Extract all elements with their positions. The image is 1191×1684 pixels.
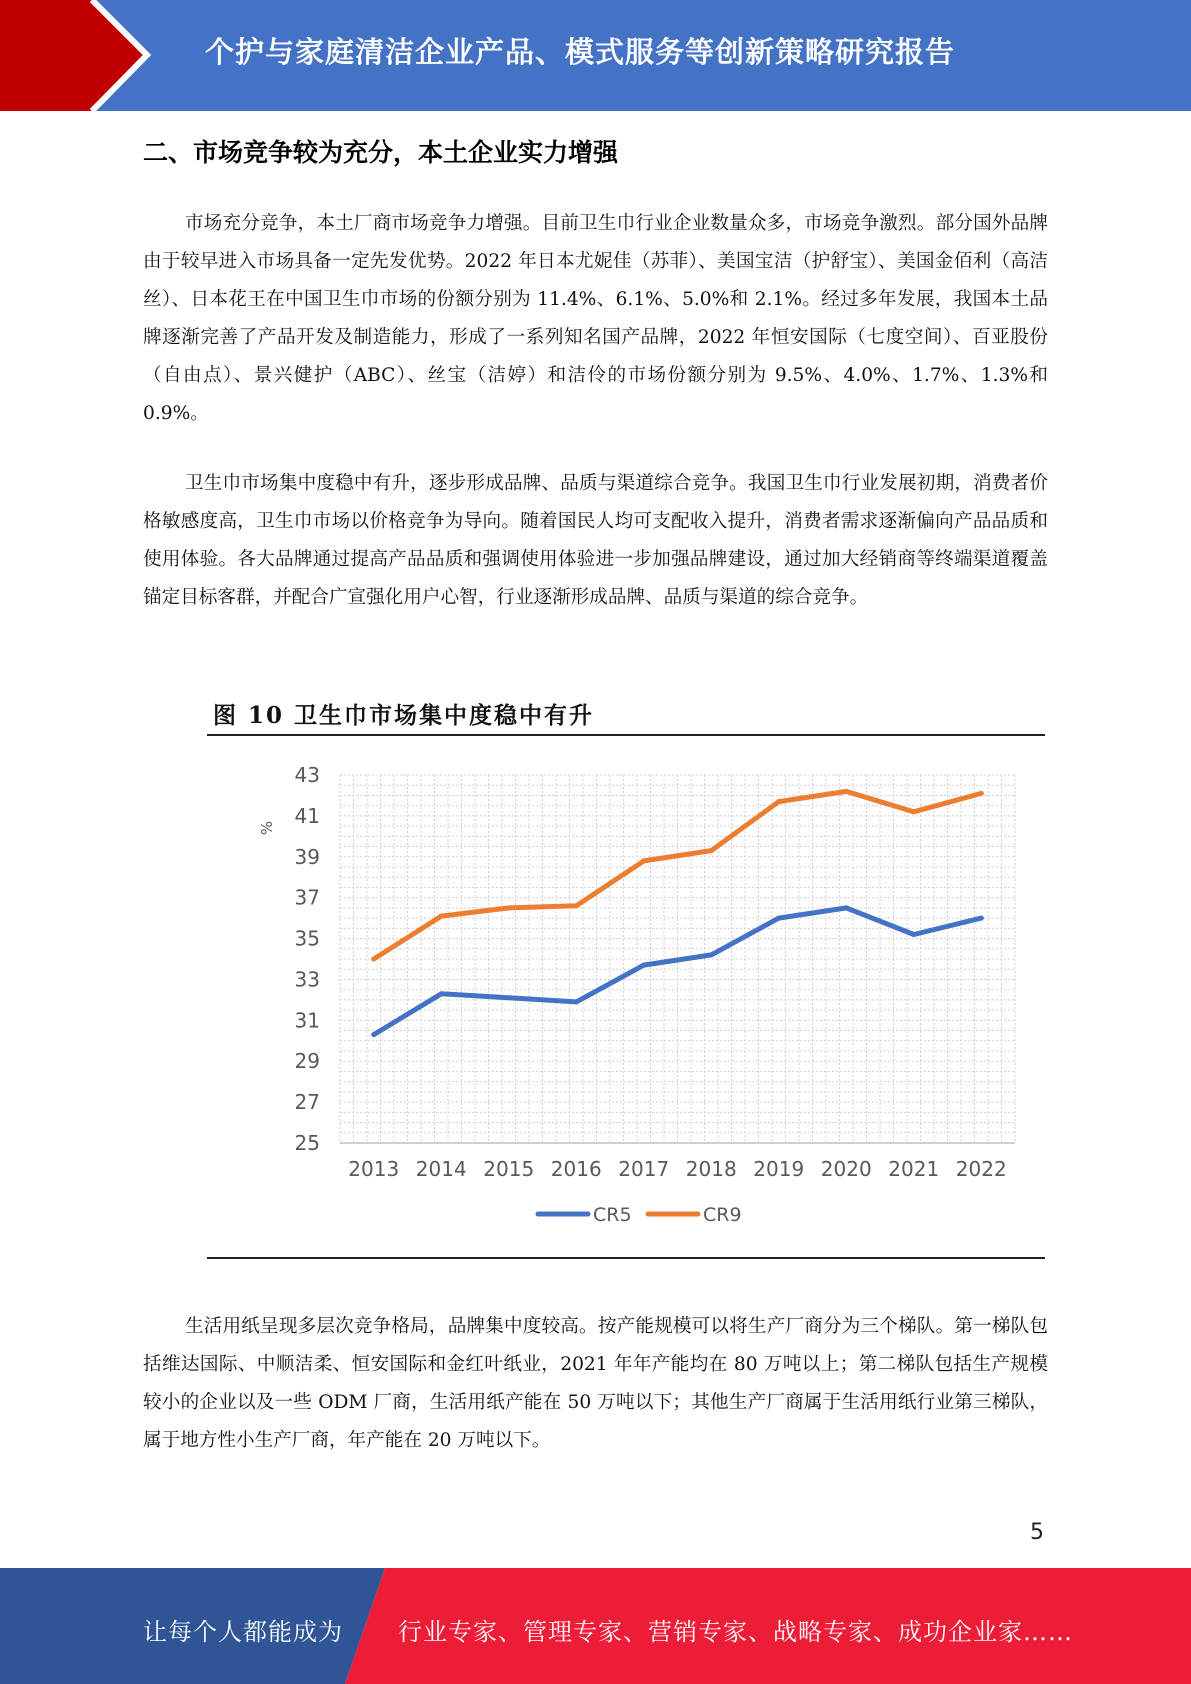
data-point-cr5 [709,952,714,957]
y-tick-label: 37 [294,885,320,910]
footer-slogan-left: 让每个人都能成为 [143,1618,343,1646]
page-number: 5 [1030,1520,1044,1545]
y-tick-label: 31 [294,1008,320,1033]
data-point-cr9 [506,905,511,910]
footer-slogan-right: 行业专家、管理专家、营销专家、战略专家、成功企业家…… [398,1618,1073,1646]
x-tick-label: 2020 [820,1157,872,1181]
x-tick-label: 2013 [348,1157,400,1181]
figure-title: 图 10 卫生巾市场集中度稳中有升 [213,702,595,729]
section-heading: 二、市场竞争较为充分，本土企业实力增强 [143,138,619,167]
data-point-cr9 [574,903,579,908]
figure-bottom-rule [207,1257,1045,1259]
data-point-cr5 [641,963,646,968]
data-point-cr9 [371,957,376,962]
y-tick-label: 43 [294,763,320,787]
data-point-cr5 [574,999,579,1004]
x-tick-label: 2017 [618,1157,670,1181]
x-tick-label: 2021 [888,1157,940,1181]
report-header [0,0,1191,111]
x-tick-label: 2022 [955,1157,1007,1181]
data-point-cr9 [709,848,714,853]
x-tick-label: 2014 [415,1157,467,1181]
x-tick-label: 2019 [753,1157,805,1181]
data-point-cr5 [979,916,984,921]
paragraph-market-concentration: 卫生巾市场集中度稳中有升，逐步形成品牌、品质与渠道综合竞争。我国卫生巾行业发展初期，消费者价格敏感度高，卫生巾市场以价格竞争为导向。随着国民人均可支配收入提升，消费者需求逐渐偏向产品品质和使用体验。各大品牌通过提高产品品质和强调使用体验进一步加强品牌建设，通过加大经销商等终端渠道覆盖锚定目标客群，并配合广宣强化用户心智，行业逐渐形成品牌、品质与渠道的综合竞争。 [143,473,1048,608]
legend-label-cr5: CR5 [593,1204,632,1226]
x-tick-label: 2015 [483,1157,535,1181]
data-point-cr9 [844,789,849,794]
header-arrow-fill [0,0,145,111]
y-tick-label: 41 [294,803,320,828]
legend-label-cr9: CR9 [703,1204,742,1226]
figure-top-rule [207,734,1045,736]
y-tick-label: 39 [294,844,320,869]
y-tick-label: 35 [294,926,320,951]
concentration-line-chart [230,750,1030,1240]
data-point-cr9 [776,799,781,804]
data-point-cr9 [439,914,444,919]
data-point-cr5 [776,916,781,921]
x-tick-label: 2018 [685,1157,737,1181]
y-axis-label: % [258,820,276,836]
y-tick-label: 33 [294,967,320,992]
y-tick-label: 27 [294,1090,320,1115]
paragraph-tissue-paper: 生活用纸呈现多层次竞争格局，品牌集中度较高。按产能规模可以将生产厂商分为三个梯队。第一梯队包括维达国际、中顺洁柔、恒安国际和金红叶纸业，2021 年年产能均在 80 万吨以上；第二梯队包括生产规模较小的企业以及一些 ODM 厂商，生活用纸产能在 50 万吨以下；其他生产厂商属于生活用纸行业第三梯队，属于地方性小生产厂商，年产能在 20 万吨以下。 [143,1316,1048,1451]
data-point-cr5 [506,995,511,1000]
header-arrow-icon [0,0,160,111]
data-point-cr5 [911,932,916,937]
data-point-cr5 [844,905,849,910]
data-point-cr5 [439,991,444,996]
data-point-cr9 [979,791,984,796]
report-title: 个护与家庭清洁企业产品、模式服务等创新策略研究报告 [205,35,956,69]
y-tick-label: 29 [294,1049,320,1074]
data-point-cr5 [371,1032,376,1037]
x-tick-label: 2016 [550,1157,602,1181]
y-tick-label: 25 [294,1131,320,1155]
data-point-cr9 [911,809,916,814]
paragraph-market-competition: 市场充分竞争，本土厂商市场竞争力增强。目前卫生巾行业企业数量众多，市场竞争激烈。部分国外品牌由于较早进入市场具备一定先发优势。2022 年日本尤妮佳（苏菲）、美国宝洁（护舒宝）、美国金佰利（高洁丝）、日本花王在中国卫生巾市场的份额分别为 11.4%、6.1%、5.0%和 2.1%。经过多年发展，我国本土品牌逐渐完善了产品开发及制造能力，形成了一系列知名国产品牌，2022 年恒安国际（七度空间）、百亚股份（自由点）、景兴健护（ABC）、丝宝（洁婷）和洁伶的市场份额分别为 9.5%、4.0%、1.7%、1.3%和 0.9%。 [143,213,1048,424]
data-point-cr9 [641,858,646,863]
